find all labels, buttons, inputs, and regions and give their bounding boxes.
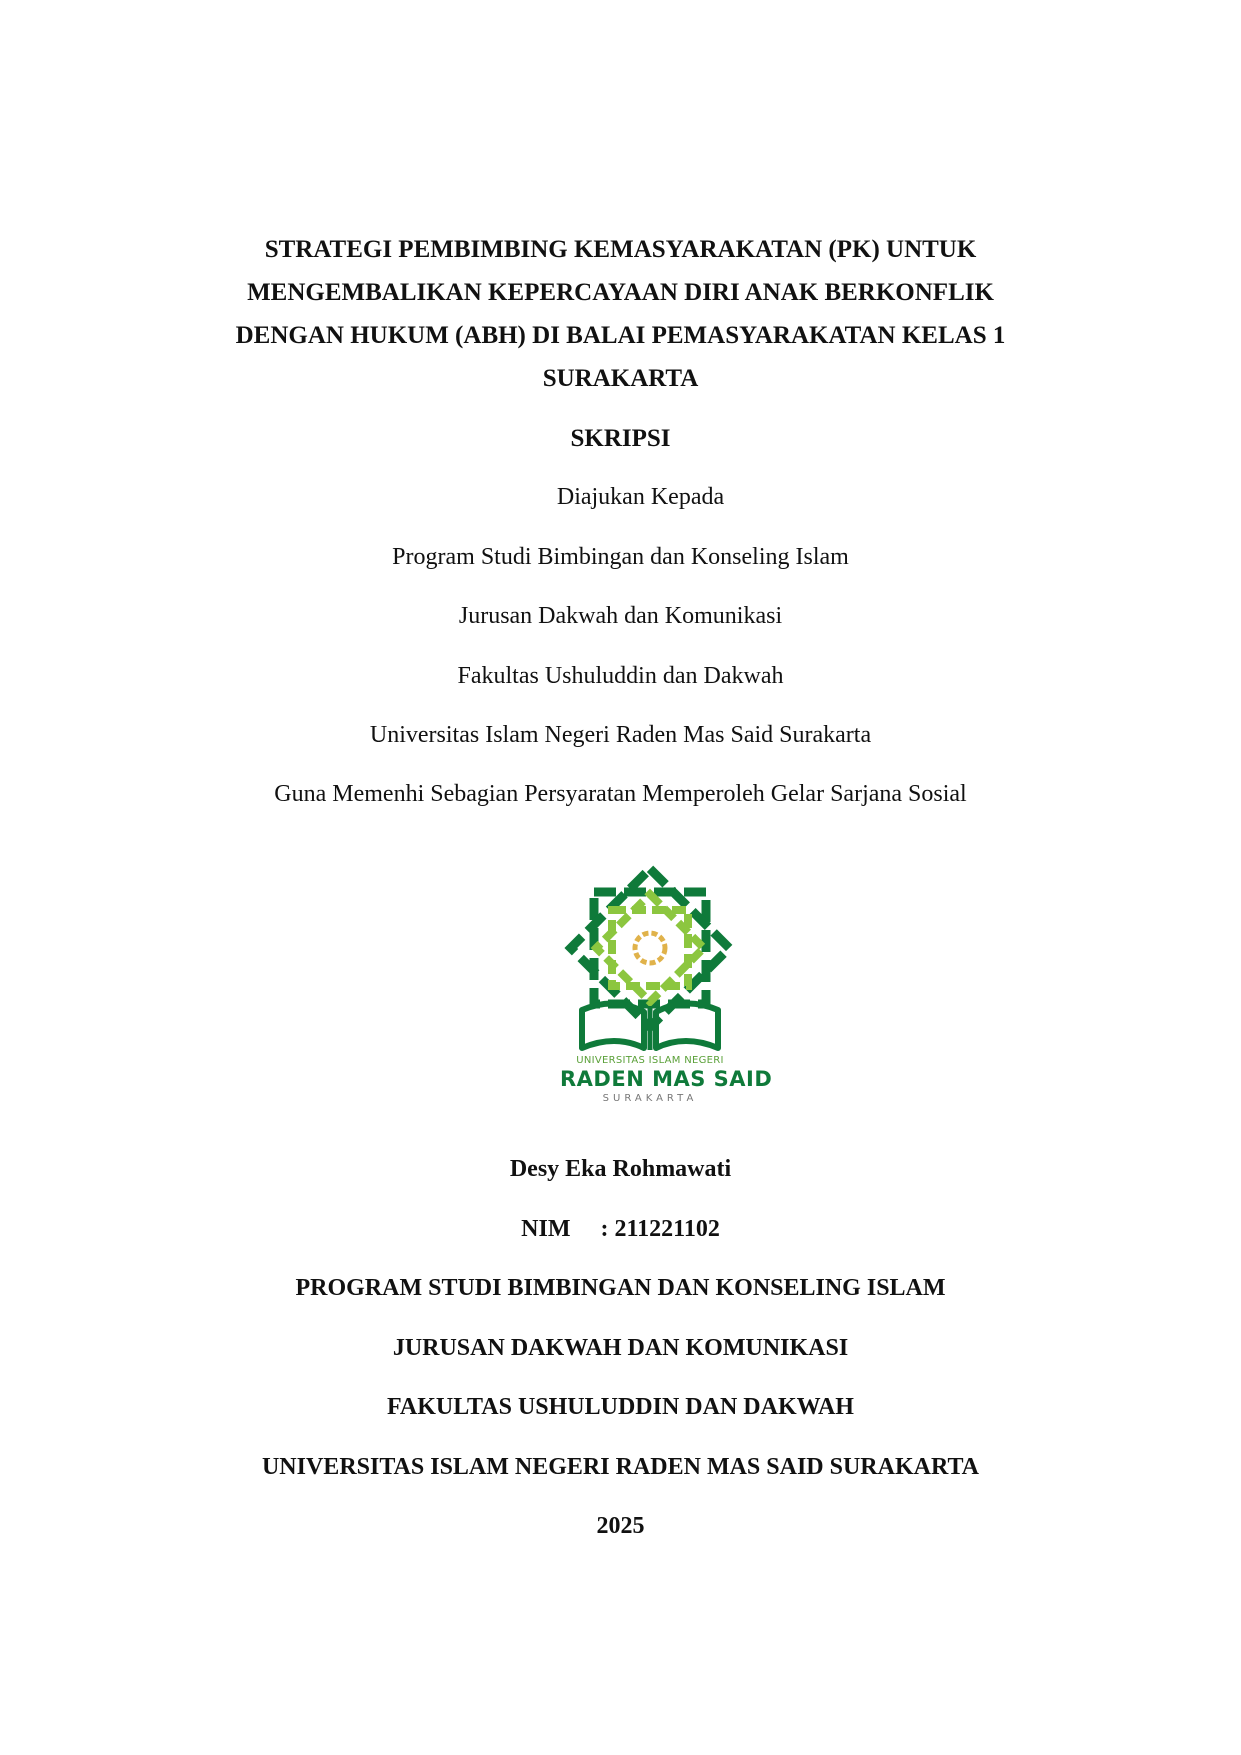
nim-label: NIM [521,1216,571,1242]
title-line-1: STRATEGI PEMBIMBING KEMASYARAKATAN (PK) UNTUK [264,236,977,263]
logo-text-city: SURAKARTA [602,1093,698,1104]
author-name: Desy Eka Rohmawati [509,1156,732,1182]
institution-line-1: PROGRAM STUDI BIMBINGAN DAN KONSELING ISLAM [295,1275,946,1301]
submission-line-3: Jurusan Dakwah dan Komunikasi [458,603,783,629]
institution-line-3: FAKULTAS USHULUDDIN DAN DAKWAH [387,1394,854,1420]
nim-value: : 211221102 [600,1216,720,1242]
submission-line-1: Diajukan Kepada [556,484,725,510]
university-logo [560,862,773,1104]
uin-raden-mas-said-logo-icon [560,862,740,1052]
title-line-4: SURAKARTA [542,365,699,392]
institution-line-4: UNIVERSITAS ISLAM NEGERI RADEN MAS SAID SURAKARTA [261,1454,980,1480]
title-line-3: DENGAN HUKUM (ABH) DI BALAI PEMASYARAKATAN KELAS 1 [235,322,1006,349]
logo-text-name: RADEN MAS SAID [560,1067,773,1091]
submission-line-6: Guna Memenhi Sebagian Persyaratan Memperoleh Gelar Sarjana Sosial [274,781,967,807]
year: 2025 [596,1513,645,1539]
title-line-2: MENGEMBALIKAN KEPERCAYAAN DIRI ANAK BERKONFLIK [247,279,994,306]
document-type: SKRIPSI [570,425,671,452]
author-nim [0,1217,1241,1241]
institution-line-2: JURUSAN DAKWAH DAN KOMUNIKASI [392,1335,849,1361]
submission-line-2: Program Studi Bimbingan dan Konseling Islam [392,544,849,570]
submission-line-5: Universitas Islam Negeri Raden Mas Said Surakarta [369,722,872,748]
submission-line-4: Fakultas Ushuluddin dan Dakwah [457,663,784,689]
logo-text-university: UNIVERSITAS ISLAM NEGERI [576,1055,724,1066]
